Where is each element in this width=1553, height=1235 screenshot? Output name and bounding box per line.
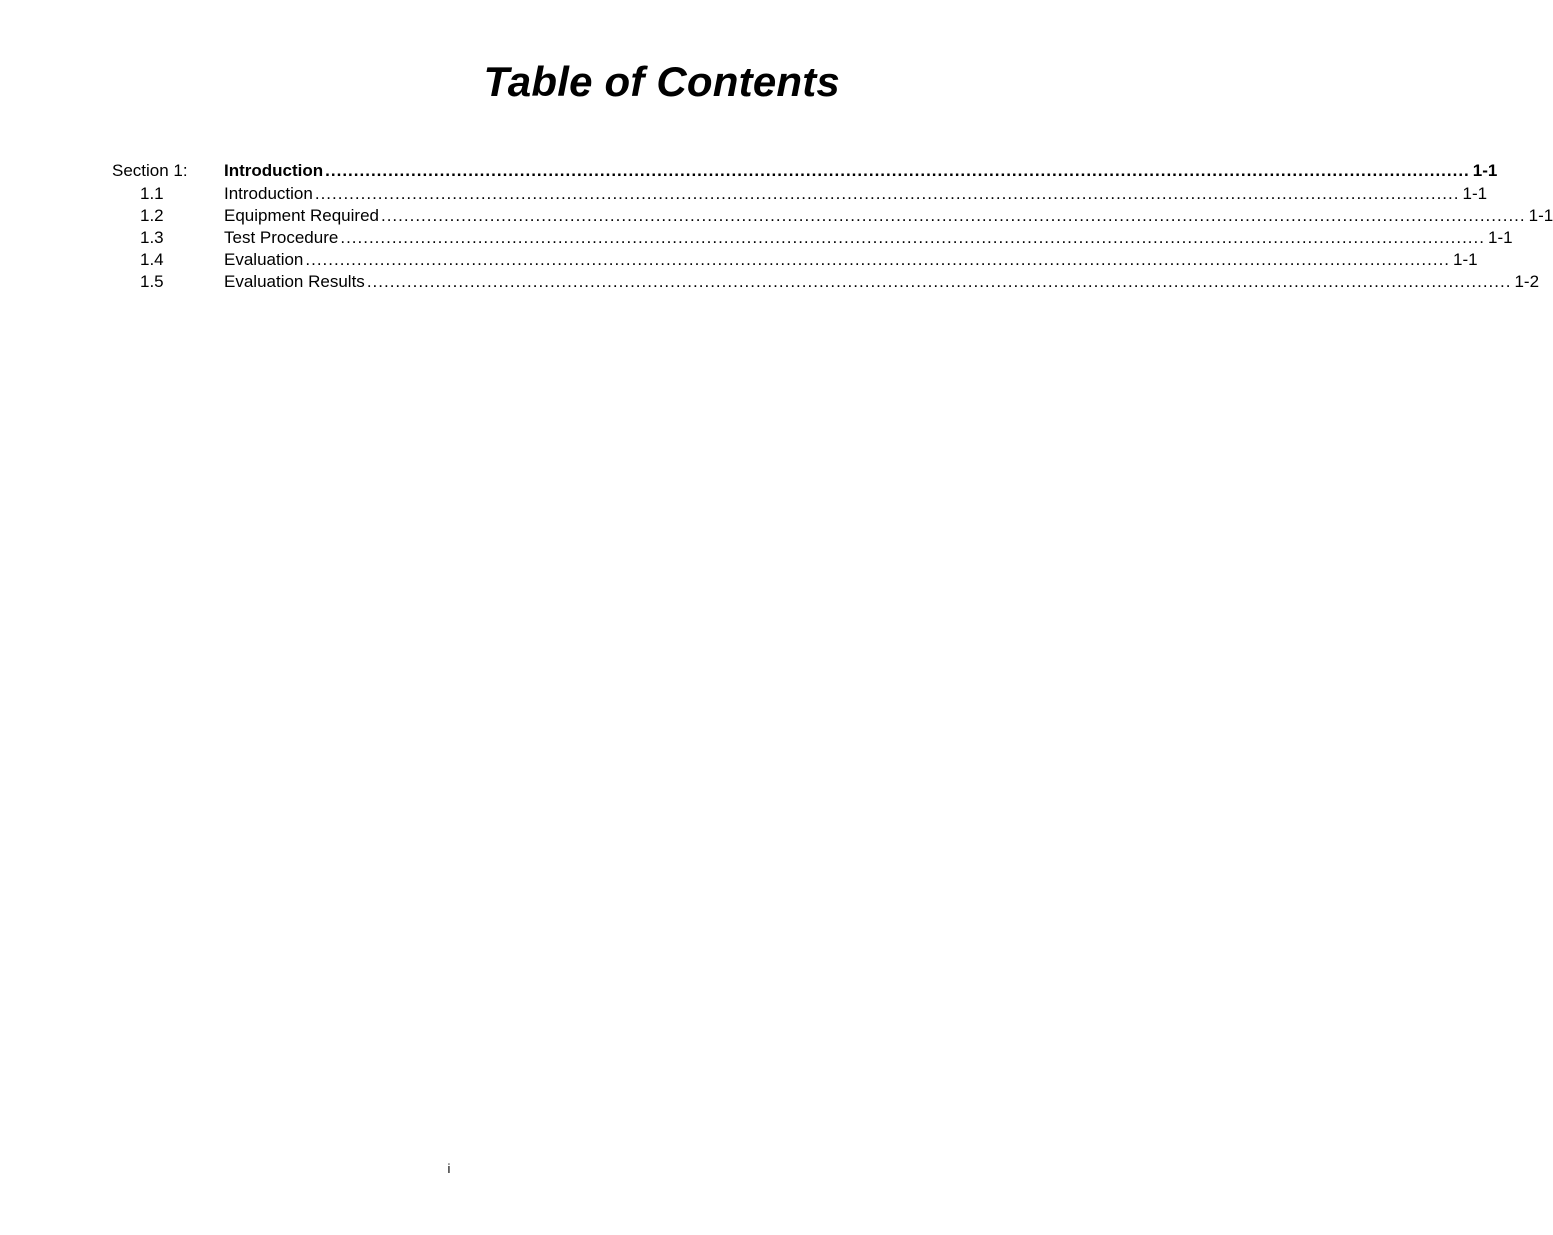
page-title: Table of Contents xyxy=(483,58,840,105)
toc-entry xyxy=(224,271,1540,293)
toc-item-page: 1-1 xyxy=(1453,250,1478,269)
toc-entry xyxy=(224,227,1513,249)
toc-item-label: Test Procedure xyxy=(224,228,339,247)
toc-item-page: 1-2 xyxy=(1514,272,1540,291)
toc-item-page: 1-1 xyxy=(1528,206,1553,225)
toc-entry xyxy=(224,249,1478,271)
toc-item-number: 1.3 xyxy=(140,228,164,247)
toc-item[interactable] xyxy=(112,183,1488,205)
toc-item-number: 1.1 xyxy=(140,184,164,203)
toc-item[interactable] xyxy=(112,205,1553,227)
page-number: i xyxy=(447,1161,451,1176)
toc-item-label: Evaluation xyxy=(224,250,304,269)
dot-leader: ........................................................................................................................................................................................................ xyxy=(380,206,1526,225)
dot-leader: ........................................................................................................................................................................................................ xyxy=(325,161,1470,180)
toc-section-entry[interactable] xyxy=(112,160,1498,183)
toc-item-number: 1.4 xyxy=(140,250,164,269)
toc-section-page: 1-1 xyxy=(1472,161,1498,180)
dot-leader: ........................................................................................................................................................................................................ xyxy=(340,228,1485,247)
toc-section-label: Introduction xyxy=(224,161,324,180)
dot-leader: ........................................................................................................................................................................................................ xyxy=(366,272,1512,291)
toc-item[interactable] xyxy=(112,271,1540,293)
toc-item-number: 1.2 xyxy=(140,206,164,225)
toc-section-number: Section 1: xyxy=(112,161,188,180)
toc-item-label: Equipment Required xyxy=(224,206,379,225)
toc-entry xyxy=(224,160,1498,182)
toc-entry xyxy=(224,205,1553,227)
toc-item-label: Introduction xyxy=(224,184,313,203)
dot-leader: ........................................................................................................................................................................................................ xyxy=(305,250,1451,269)
toc-item[interactable] xyxy=(112,227,1513,249)
toc-item-number: 1.5 xyxy=(140,272,164,291)
toc-item-page: 1-1 xyxy=(1462,184,1488,203)
toc-entry xyxy=(224,183,1488,205)
toc-item-label: Evaluation Results xyxy=(224,272,365,291)
toc-item[interactable] xyxy=(112,249,1478,271)
table-of-contents xyxy=(112,160,1553,293)
dot-leader: ........................................................................................................................................................................................................ xyxy=(314,184,1460,203)
toc-item-page: 1-1 xyxy=(1487,228,1513,247)
